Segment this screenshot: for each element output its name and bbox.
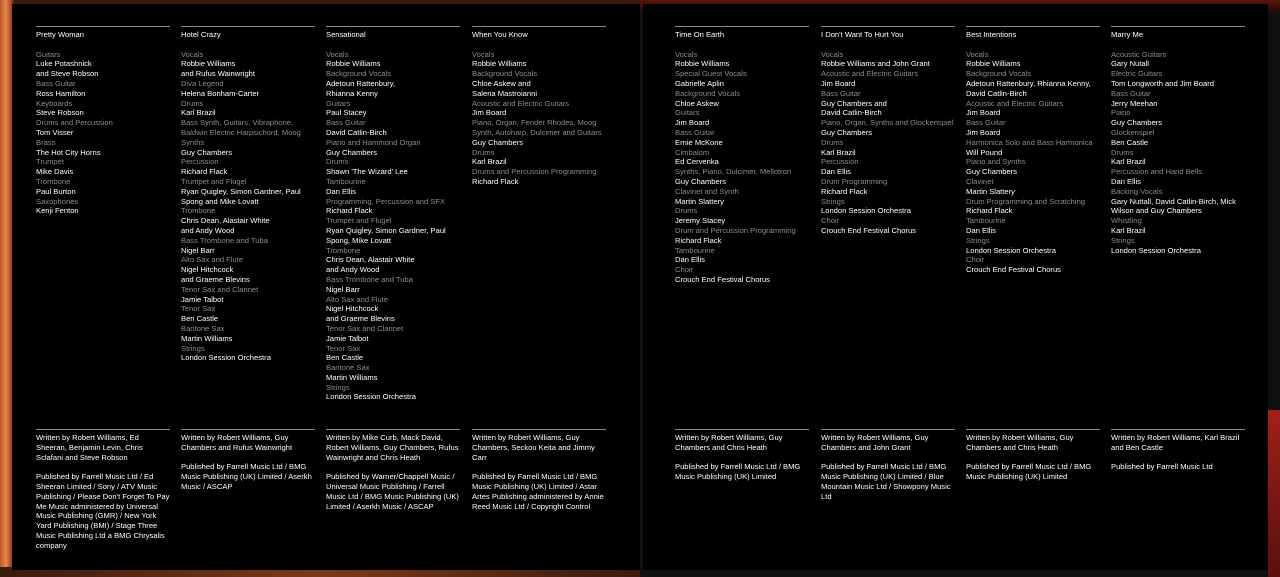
- credit-role: Programming, Percussion and SFX: [326, 196, 446, 206]
- credit-name: Salena Mastroianni: [472, 88, 538, 98]
- credit-role: Saxophones: [36, 196, 79, 206]
- credit-name: Dan Ellis: [326, 186, 356, 196]
- song-writing-credits: [326, 429, 460, 521]
- written-by-credit: Written by Robert Williams, Guy Chambers and Chris Heath: [966, 433, 1074, 452]
- credit-name: and Rufus Wainwright: [181, 69, 256, 79]
- credit-name: Adetoun Rattenbury,: [326, 78, 396, 88]
- credit-name: Paul Burton: [36, 186, 76, 196]
- credit-role: Choir: [821, 216, 840, 226]
- credit-role: Acoustic Guitars: [1111, 49, 1167, 59]
- credit-role: Tenor Sax: [181, 304, 216, 314]
- credit-name: Guy Chambers: [966, 167, 1018, 177]
- credit-name: Crouch End Festival Chorus: [966, 265, 1061, 275]
- credit-role: Piano and Hammond Organ: [326, 137, 421, 147]
- credit-role: Strings: [1111, 235, 1135, 245]
- credit-role: Drum Programming and Scratching: [966, 196, 1086, 206]
- credit-role: Background Vocals: [966, 69, 1032, 79]
- credit-role: Bass Trombone and Tuba: [326, 274, 413, 284]
- credit-name: Guy Chambers: [821, 127, 873, 137]
- credit-name: Dan Ellis: [675, 255, 705, 265]
- credit-name: Jim Board: [472, 108, 507, 118]
- song-title: Marry Me: [1111, 30, 1144, 39]
- credit-role: Synths, Piano, Dulcimer, Mellotron: [675, 167, 792, 177]
- divider-rule: [472, 26, 606, 27]
- credit-name: Robbie Williams: [326, 59, 381, 69]
- credit-name: Richard Flack: [326, 206, 373, 216]
- credit-name: Helena Bonham-Carter: [181, 88, 260, 98]
- credit-name: Richard Flack: [472, 176, 519, 186]
- song-writing-credits: [472, 429, 606, 521]
- credit-name: Crouch End Festival Chorus: [821, 225, 916, 235]
- credit-role: Drums: [1111, 147, 1134, 157]
- credit-role: Piano: [1111, 108, 1131, 118]
- published-by-credit: Published by Farrell Music Ltd / BMG Music Publishing (UK) Limited: [675, 462, 801, 482]
- song-credits: [821, 26, 955, 236]
- song-credits: [326, 26, 460, 402]
- credit-role: Acoustic and Electric Guitars: [821, 69, 919, 79]
- song-writing-credits: [181, 429, 315, 502]
- divider-rule: [326, 429, 460, 430]
- credit-name: Chris Dean, Alastair White: [181, 216, 270, 226]
- credit-name: London Session Orchestra: [966, 245, 1056, 255]
- credit-name: Robbie Williams: [472, 59, 527, 69]
- credit-role: Guitars: [36, 49, 61, 59]
- credit-name: Paul Stacey: [326, 108, 367, 118]
- credit-role: Strings: [821, 196, 845, 206]
- credit-role: Alto Sax and Flute: [181, 255, 244, 265]
- credit-name: London Session Orchestra: [1111, 245, 1201, 255]
- credit-role: Percussion and Hand Bells: [1111, 167, 1203, 177]
- credit-name: Adetoun Rattenbury, Rhianna Kenny, David Catlin-Birch: [966, 78, 1091, 98]
- credit-role: Cimbalom: [675, 147, 710, 157]
- written-by-credit: Written by Robert Williams, Guy Chambers and Rufus Wainwright: [181, 433, 293, 452]
- credit-name: Steve Robson: [36, 108, 84, 118]
- credit-name: Karl Brazil: [472, 157, 507, 167]
- credit-role: Diva Legend: [181, 78, 224, 88]
- credit-role: Bass Trombone and Tuba: [181, 235, 268, 245]
- credit-name: Guy Chambers: [472, 137, 524, 147]
- credit-role: Brass: [36, 137, 56, 147]
- credit-name: London Session Orchestra: [181, 353, 271, 363]
- credit-role: Trumpet and Flugel: [326, 216, 392, 226]
- credit-role: Acoustic and Electric Guitars: [472, 98, 570, 108]
- written-by-credit: Written by Robert Williams, Guy Chambers, Seckou Keita and Jimmy Carr: [472, 433, 595, 462]
- credit-name: and Graeme Blevins: [326, 314, 395, 324]
- credit-name: Jamie Talbot: [326, 333, 369, 343]
- credit-role: Bass Guitar: [821, 88, 861, 98]
- credit-role: Vocals: [181, 49, 204, 59]
- song-writing-credits: [36, 429, 170, 560]
- divider-rule: [675, 26, 809, 27]
- song-writing-credits: [1111, 429, 1245, 482]
- credit-role: Bass Synth, Guitars, Vibraphone, Baldwin Electric Harpsichord, Moog Synths: [181, 118, 301, 147]
- credit-role: Trombone: [181, 206, 216, 216]
- credit-role: Drum Programming: [821, 176, 888, 186]
- credit-role: Alto Sax and Flute: [326, 294, 389, 304]
- credit-role: Strings: [966, 235, 990, 245]
- credit-name: Ryan Quigley, Simon Gardner, Paul Spong, Mike Lovatt: [326, 225, 446, 245]
- written-by-credit: Written by Robert Williams, Ed Sheeran, Benjamin Levin, Chris Sclafani and Steve Robson: [36, 433, 143, 462]
- credit-role: Drums and Percussion Programming: [472, 167, 597, 177]
- credit-role: Bass Guitar: [1111, 88, 1151, 98]
- credit-role: Clavinet: [966, 176, 994, 186]
- credit-name: Ben Castle: [1111, 137, 1149, 147]
- song-credits: [1111, 26, 1245, 255]
- credit-role: Backing Vocals: [1111, 186, 1163, 196]
- credit-name: Jerry Meehan: [1111, 98, 1158, 108]
- credit-name: Shawn 'The Wizard' Lee: [326, 167, 408, 177]
- written-by-credit: Written by Robert Williams, Guy Chambers and Chris Heath: [675, 433, 783, 452]
- credit-role: Trombone: [36, 176, 71, 186]
- credit-name: Richard Flack: [675, 235, 722, 245]
- credit-role: Tenor Sax: [326, 343, 361, 353]
- credit-role: Bass Guitar: [36, 78, 76, 88]
- credit-role: Bass Guitar: [966, 118, 1006, 128]
- credit-role: Percussion: [181, 157, 219, 167]
- credit-role: Guitars: [326, 98, 351, 108]
- published-by-credit: Published by Warner/Chappell Music / Universal Music Publishing / Farrell Music Ltd / BMG Music Publishing (UK) Limited / Aserkh Music / ASCAP: [326, 472, 459, 511]
- credit-name: Mike Davis: [36, 167, 74, 177]
- credit-name: Chris Dean, Alastair White: [326, 255, 415, 265]
- credit-name: Guy Chambers: [181, 147, 233, 157]
- credit-name: Karl Brazil: [821, 147, 856, 157]
- divider-rule: [675, 429, 809, 430]
- published-by-credit: Published by Farrell Music Ltd: [1111, 462, 1213, 472]
- credit-name: David Catlin-Birch: [326, 127, 387, 137]
- credit-role: Piano, Organ, Fender Rhodes, Moog Synth, Autoharp, Dulcimer and Guitars: [472, 118, 602, 137]
- credit-name: Martin Slattery: [675, 196, 724, 206]
- credit-role: Vocals: [472, 49, 495, 59]
- song-title: I Don't Want To Hurt You: [821, 30, 904, 39]
- credit-name: Ross Hamilton: [36, 88, 86, 98]
- credit-name: Jim Board: [821, 78, 856, 88]
- credit-role: Tambourine: [675, 245, 715, 255]
- credit-role: Trombone: [326, 245, 361, 255]
- credit-name: Richard Flack: [181, 167, 228, 177]
- credit-role: Vocals: [821, 49, 844, 59]
- credit-name: Richard Flack: [821, 186, 868, 196]
- credit-name: Guy Chambers: [326, 147, 378, 157]
- credit-name: Dan Ellis: [1111, 176, 1141, 186]
- credit-role: Choir: [966, 255, 985, 265]
- credit-name: Gary Nutall: [1111, 59, 1149, 69]
- credit-name: Ed Cervenka: [675, 157, 719, 167]
- credit-role: Keyboards: [36, 98, 73, 108]
- song-credits: [472, 26, 606, 187]
- credit-role: Drums: [675, 206, 698, 216]
- song-credits: [675, 26, 809, 285]
- credit-role: Bass Guitar: [326, 118, 366, 128]
- credit-role: Drums: [472, 147, 495, 157]
- song-writing-credits: [966, 429, 1100, 492]
- credit-name: Will Pound: [966, 147, 1003, 157]
- written-by-credit: Written by Robert Williams, Guy Chambers and John Grant: [821, 433, 929, 452]
- credit-role: Choir: [675, 265, 694, 275]
- divider-rule: [181, 429, 315, 430]
- credit-role: Tenor Sax and Clarinet: [181, 284, 259, 294]
- divider-rule: [1111, 429, 1245, 430]
- credit-name: Martin Slattery: [966, 186, 1015, 196]
- credit-role: Strings: [326, 382, 350, 392]
- booklet-page-left: [12, 4, 640, 570]
- written-by-credit: Written by Mike Curb, Mack David, Robert Williams, Guy Chambers, Rufus Wainwright and Chris Heath: [326, 433, 459, 462]
- credit-name: Dan Ellis: [966, 225, 996, 235]
- credit-name: Jim Board: [966, 108, 1001, 118]
- credit-name: The Hot City Horns: [36, 147, 101, 157]
- credit-role: Guitars: [675, 108, 700, 118]
- divider-rule: [326, 26, 460, 27]
- credit-name: Karl Brazil: [1111, 225, 1146, 235]
- credit-role: Harmonica Solo and Bass Harmonica: [966, 137, 1093, 147]
- divider-rule: [36, 26, 170, 27]
- credit-role: Background Vocals: [675, 88, 741, 98]
- credit-name: Ernie McKone: [675, 137, 723, 147]
- credit-role: Piano, Organ, Synths and Glockenspiel: [821, 118, 954, 128]
- credit-role: Trumpet and Flugel: [181, 176, 247, 186]
- credit-name: Nigel Barr: [326, 284, 360, 294]
- credit-role: Special Guest Vocals: [675, 69, 747, 79]
- credit-name: Martin Williams: [326, 372, 378, 382]
- credit-name: Ben Castle: [181, 314, 219, 324]
- credit-role: Acoustic and Electric Guitars: [966, 98, 1064, 108]
- divider-rule: [472, 429, 606, 430]
- song-writing-credits: [821, 429, 955, 511]
- credit-name: Chloe Askew: [675, 98, 719, 108]
- credit-role: Tambourine: [326, 176, 366, 186]
- written-by-credit: Written by Robert Williams, Karl Brazil and Ben Castle: [1111, 433, 1240, 452]
- song-title: Sensational: [326, 30, 366, 39]
- credit-role: Drums: [326, 157, 349, 167]
- song-writing-credits: [675, 429, 809, 492]
- credit-name: Karl Brazil: [181, 108, 216, 118]
- credit-name: Nigel Hitchcock: [326, 304, 379, 314]
- published-by-credit: Published by Farrell Music Ltd / BMG Music Publishing (UK) Limited / Blue Mountain Music Ltd / Showpony Music Ltd: [821, 462, 951, 501]
- credit-name: Robbie Williams: [181, 59, 236, 69]
- credit-name: Tom Longworth and Jim Board: [1111, 78, 1214, 88]
- credit-name: Robbie Williams and John Grant: [821, 59, 930, 69]
- credit-name: Martin Williams: [181, 333, 233, 343]
- credit-role: Background Vocals: [472, 69, 538, 79]
- published-by-credit: Published by Farrell Music Ltd / Ed Sheeran Limited / Sony / ATV Music Publishing / Please Don't Forget To Pay Me Music administered by Universal Music Publishing (GMR) / New York Yard Publishing (BMI) / Stage Three Music Publishing Ltd a BMG Chrysalis company: [36, 472, 170, 550]
- credit-name: Robbie Williams: [675, 59, 730, 69]
- booklet-page-right: [643, 4, 1268, 570]
- credit-name: Kenji Fenton: [36, 206, 79, 216]
- credit-role: Baritone Sax: [326, 363, 370, 373]
- song-title: Time On Earth: [675, 30, 725, 39]
- song-title: Pretty Woman: [36, 30, 84, 39]
- credit-role: Percussion: [821, 157, 859, 167]
- divider-rule: [821, 429, 955, 430]
- credit-role: Tenor Sax and Clarinet: [326, 323, 404, 333]
- credit-role: Tambourine: [966, 216, 1006, 226]
- credit-name: Dan Ellis: [821, 167, 851, 177]
- credit-name: Rhianna Kenny: [326, 88, 378, 98]
- divider-rule: [966, 26, 1100, 27]
- credit-role: Electric Guitars: [1111, 69, 1163, 79]
- credit-name: London Session Orchestra: [821, 206, 911, 216]
- credit-name: and Andy Wood: [181, 225, 235, 235]
- credit-name: Nigel Hitchcock: [181, 265, 234, 275]
- credit-role: Drums: [181, 98, 204, 108]
- credit-name: Jim Board: [675, 118, 710, 128]
- credit-role: Drums and Percussion: [36, 118, 113, 128]
- credit-name: Ryan Quigley, Simon Gardner, Paul Spong and Mike Lovatt: [181, 186, 301, 206]
- credit-role: Whistling: [1111, 216, 1142, 226]
- credit-name: Ben Castle: [326, 353, 364, 363]
- credit-name: David Catlin-Birch: [821, 108, 882, 118]
- credit-name: Guy Chambers and: [821, 98, 887, 108]
- credit-name: and Graeme Blevins: [181, 274, 250, 284]
- credit-name: and Andy Wood: [326, 265, 380, 275]
- credit-name: Guy Chambers: [675, 176, 727, 186]
- credit-name: Crouch End Festival Chorus: [675, 274, 770, 284]
- song-credits: [966, 26, 1100, 275]
- song-title: Best Intentions: [966, 30, 1017, 39]
- song-title: When You Know: [472, 30, 528, 39]
- published-by-credit: Published by Farrell Music Ltd / BMG Music Publishing (UK) Limited / Astar Artes Publishing administered by Annie Reed Music Ltd / Copyright Control: [472, 472, 604, 511]
- credit-role: Drums: [821, 137, 844, 147]
- credit-name: Jim Board: [966, 127, 1001, 137]
- divider-rule: [966, 429, 1100, 430]
- credit-role: Clavinet and Synth: [675, 186, 739, 196]
- credit-name: Robbie Williams: [966, 59, 1021, 69]
- credit-name: Gabrielle Aplin: [675, 78, 724, 88]
- credit-role: Trumpet: [36, 157, 64, 167]
- published-by-credit: Published by Farrell Music Ltd / BMG Music Publishing (UK) Limited: [966, 462, 1092, 482]
- credit-name: Tom Visser: [36, 127, 74, 137]
- divider-rule: [181, 26, 315, 27]
- credit-name: Luke Potashnick: [36, 59, 92, 69]
- credit-role: Piano and Synths: [966, 157, 1026, 167]
- published-by-credit: Published by Farrell Music Ltd / BMG Music Publishing (UK) Limited / Aserkh Music / ASCAP: [181, 462, 312, 491]
- credit-name: Jamie Talbot: [181, 294, 224, 304]
- credit-name: and Steve Robson: [36, 69, 99, 79]
- credit-role: Background Vocals: [326, 69, 392, 79]
- credit-name: Nigel Barr: [181, 245, 215, 255]
- credit-role: Vocals: [966, 49, 989, 59]
- credit-name: Jeremy Stacey: [675, 216, 726, 226]
- credit-role: Vocals: [326, 49, 349, 59]
- divider-rule: [36, 429, 170, 430]
- song-credits: [181, 26, 315, 363]
- credit-name: London Session Orchestra: [326, 392, 416, 402]
- credit-role: Glockenspiel: [1111, 127, 1155, 137]
- divider-rule: [821, 26, 955, 27]
- credit-role: Strings: [181, 343, 205, 353]
- credit-name: Guy Chambers: [1111, 118, 1163, 128]
- credit-role: Bass Guitar: [675, 127, 715, 137]
- credit-name: Gary Nuttall, David Catlin-Birch, Mick Wilson and Guy Chambers: [1111, 196, 1236, 216]
- credit-name: Chloe Askew and: [472, 78, 531, 88]
- credit-role: Vocals: [675, 49, 698, 59]
- credit-name: Richard Flack: [966, 206, 1013, 216]
- credit-name: Karl Brazil: [1111, 157, 1146, 167]
- song-credits: [36, 26, 170, 216]
- song-title: Hotel Crazy: [181, 30, 221, 39]
- credit-role: Drum and Percussion Programming: [675, 225, 796, 235]
- divider-rule: [1111, 26, 1245, 27]
- credit-role: Baritone Sax: [181, 323, 225, 333]
